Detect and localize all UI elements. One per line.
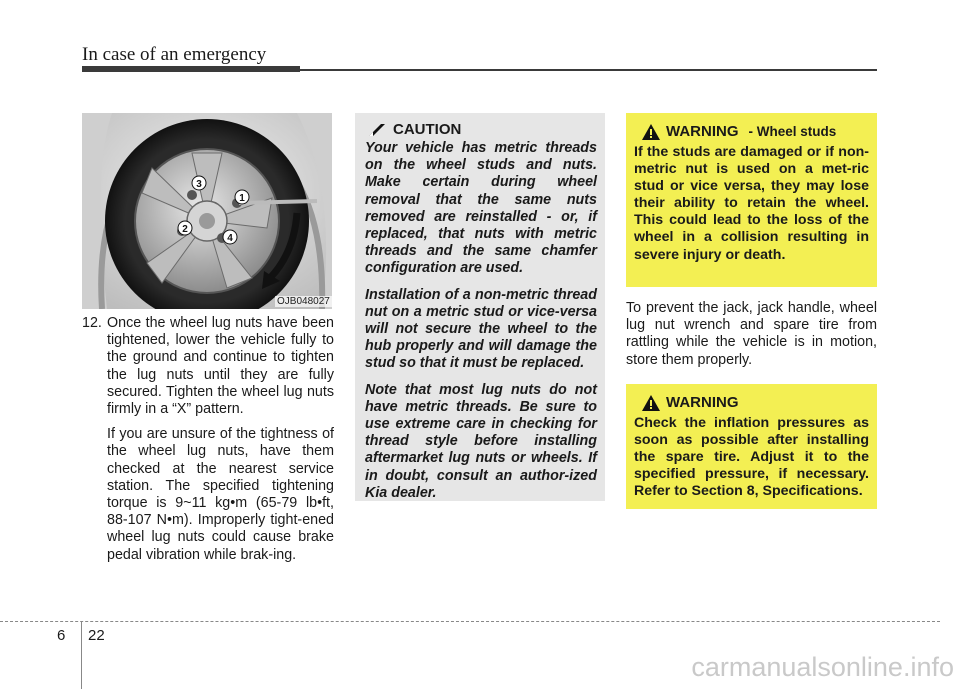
page-header-title: In case of an emergency [82,44,267,65]
warning-text: Check the inflation pressures as soon as possible after installing the spare tire. Adjust it to the specified pressure, if necessary. Refer to Section 8, Specifications. [634,415,869,500]
warning-box-inflation [626,384,877,509]
caution-header [369,121,597,138]
step-paragraph: Once the wheel lug nuts have been tightened, lower the vehicle fully to the ground and continue to tighten the lug nuts until they are fully secured. Tighten the wheel lug nuts firmly in a “X” pattern. [107,315,334,418]
page-number: 22 [88,627,105,644]
step-paragraph: If you are unsure of the tightness of the wheel lug nuts, have them checked at the nearest service station. The specified tightening torque is 9~11 kg•m (65-79 lb•ft, 88-107 N•m). Improperly tight-ened wheel lug nuts could cause brake pedal vibration while brak-ing. [107,426,334,563]
warning-header [642,123,869,140]
step-body [107,315,334,572]
caution-paragraph: Note that most lug nuts do not have metric threads. Be sure to use extreme care in checking for thread style before installing aftermarket lug nuts or wheels. If in doubt, consult an author-ized Kia dealer. [365,381,597,501]
callout-4: 4 [227,233,233,244]
caution-title: CAUTION [393,121,462,138]
warning-box-wheel-studs [626,113,877,287]
step-12 [82,315,334,572]
caution-paragraph: Your vehicle has metric threads on the wheel studs and nuts. Make certain during wheel removal that the same nuts removed are reinstalled - or, if replaced, that nuts with metric threads and the same chamfer configuration are used. [365,140,597,277]
wheel-illustration [82,113,332,309]
footer-divider [81,621,82,689]
watermark: carmanualsonline.info [691,652,954,682]
warning-triangle-icon [642,124,660,140]
warning-title: WARNING [666,123,739,140]
wheel-photo [82,113,332,309]
header-rule-thin [300,69,877,71]
callout-1: 1 [239,193,245,204]
warning-header [642,394,869,411]
caution-paragraph: Installation of a non-metric thread nut on a metric stud or vice-versa will not secure the wheel to the hub properly and will damage the stud so that it must be replaced. [365,286,597,372]
callout-2: 2 [182,224,188,235]
callout-3: 3 [196,179,202,190]
warning-text: If the studs are damaged or if non-metric nut is used on a met-ric stud or vice versa, they may lose their ability to retain the wheel. This could lead to the loss of the wheel in a collision resulting in severe injury or death. [634,144,869,263]
step-number: 12. [82,315,102,331]
warning-triangle-icon [642,395,660,411]
footer-rule [0,621,940,622]
header-rule-thick [82,66,300,72]
step-section [82,315,334,572]
caution-box [355,113,605,501]
warning-title: WARNING [666,394,739,411]
figure-code: OJB048027 [277,296,330,307]
storage-paragraph: To prevent the jack, jack handle, wheel lug nut wrench and spare tire from rattling while the vehicle is in motion, store them properly. [626,300,877,368]
chapter-number: 6 [57,627,66,644]
warning-subtitle: - Wheel studs [748,124,837,139]
caution-icon [369,124,387,136]
